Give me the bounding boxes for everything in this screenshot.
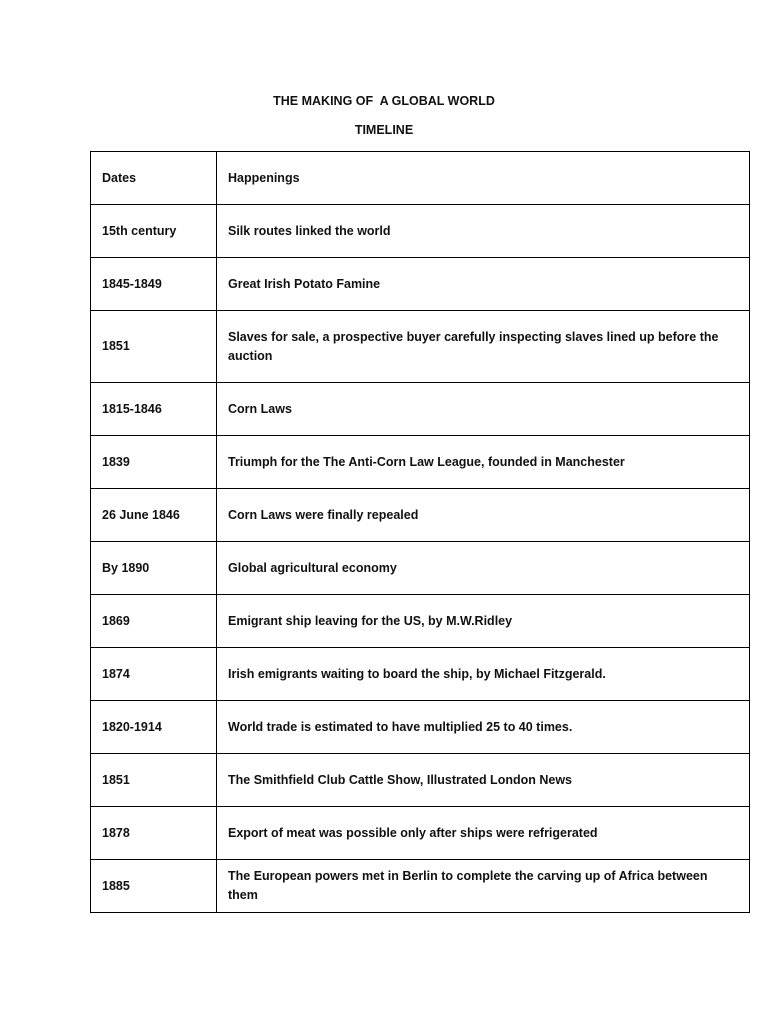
table-row [91, 860, 750, 913]
row-date: 15th century [91, 205, 217, 258]
row-date: 1839 [91, 436, 217, 489]
table-row [91, 807, 750, 860]
row-happening: Triumph for the The Anti-Corn Law League, founded in Manchester [217, 436, 750, 489]
table-row [91, 542, 750, 595]
row-date: 1851 [91, 311, 217, 383]
row-date: 1878 [91, 807, 217, 860]
row-date: 1851 [91, 754, 217, 807]
row-date: 1820-1914 [91, 701, 217, 754]
row-date: 1874 [91, 648, 217, 701]
row-happening: Corn Laws were finally repealed [217, 489, 750, 542]
row-happening: Slaves for sale, a prospective buyer carefully inspecting slaves lined up before the auction [217, 311, 750, 383]
row-happening: The Smithfield Club Cattle Show, Illustrated London News [217, 754, 750, 807]
table-row [91, 701, 750, 754]
table-row [91, 595, 750, 648]
table-row [91, 489, 750, 542]
row-date: By 1890 [91, 542, 217, 595]
table-row [91, 311, 750, 383]
row-happening: Corn Laws [217, 383, 750, 436]
row-date: 1869 [91, 595, 217, 648]
row-happening: Irish emigrants waiting to board the ship, by Michael Fitzgerald. [217, 648, 750, 701]
row-happening: World trade is estimated to have multiplied 25 to 40 times. [217, 701, 750, 754]
row-happening: The European powers met in Berlin to complete the carving up of Africa between them [217, 860, 750, 913]
timeline-table [90, 151, 750, 913]
row-date: 1885 [91, 860, 217, 913]
table-header-row [91, 152, 750, 205]
table-row [91, 436, 750, 489]
table-row [91, 205, 750, 258]
row-date: 1845-1849 [91, 258, 217, 311]
header-dates: Dates [91, 152, 217, 205]
table-row [91, 754, 750, 807]
row-date: 26 June 1846 [91, 489, 217, 542]
row-happening: Great Irish Potato Famine [217, 258, 750, 311]
row-happening: Emigrant ship leaving for the US, by M.W.Ridley [217, 595, 750, 648]
table-row [91, 258, 750, 311]
row-date: 1815-1846 [91, 383, 217, 436]
table-row [91, 648, 750, 701]
row-happening: Silk routes linked the world [217, 205, 750, 258]
document-subtitle: TIMELINE [354, 123, 414, 137]
row-happening: Export of meat was possible only after ships were refrigerated [217, 807, 750, 860]
row-happening: Global agricultural economy [217, 542, 750, 595]
header-happenings: Happenings [217, 152, 750, 205]
document-title: THE MAKING OF A GLOBAL WORLD [273, 94, 495, 108]
table-row [91, 383, 750, 436]
